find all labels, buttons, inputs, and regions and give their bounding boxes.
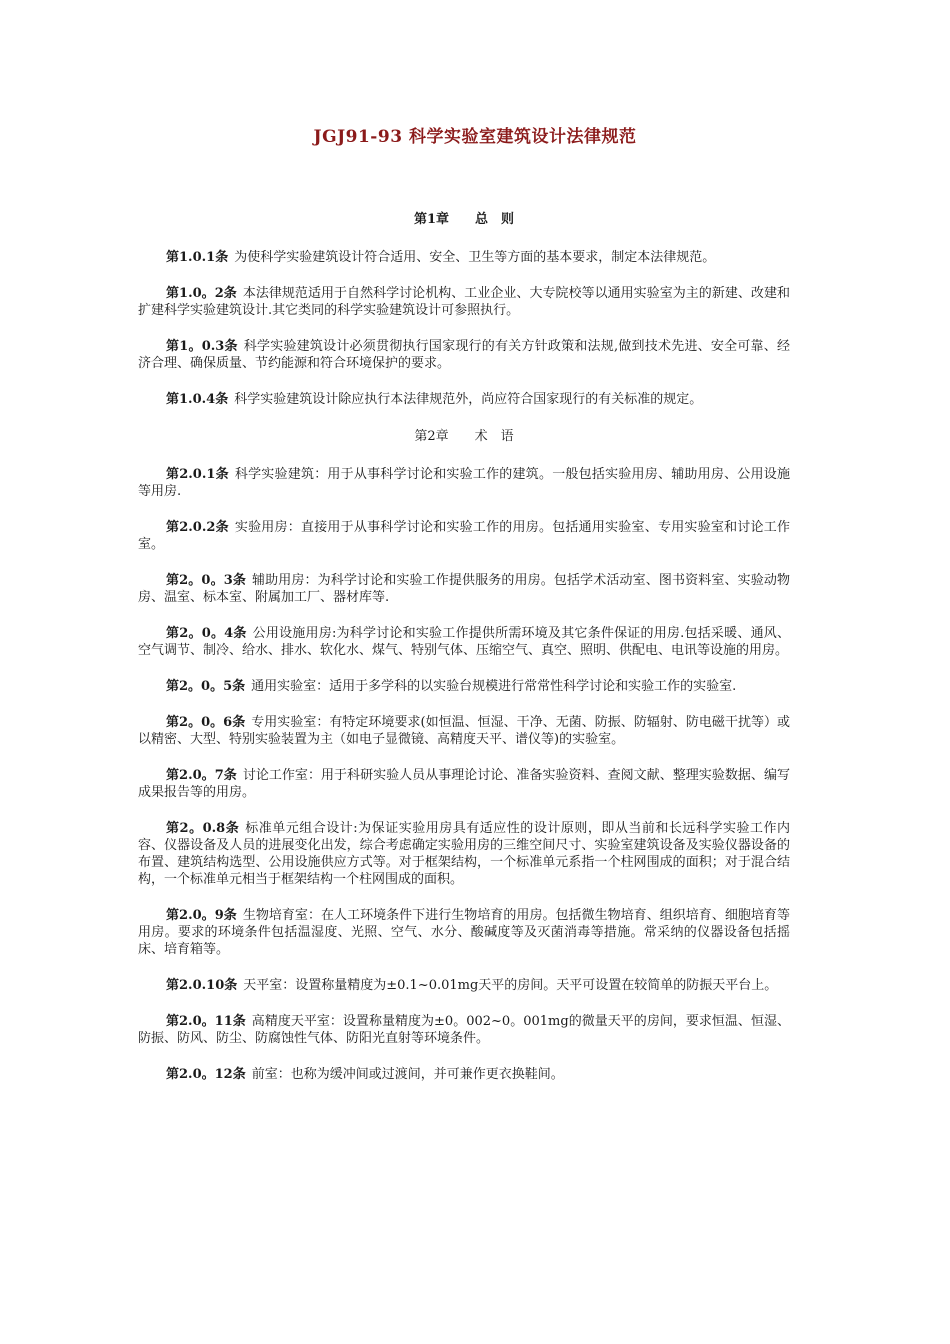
article-label: 第2。0。3条 <box>166 573 247 588</box>
article-2-0-10 <box>138 977 790 994</box>
article-text: 标准单元组合设计:为保证实验用房具有适应性的设计原则，即从当前和长远科学实验工作内容、仪器设备及人员的进展变化出发，综合考虑确定实验用房的三维空间尺寸、实验室建筑设备及实验仪器设备的布置、建筑结构选型、公用设施供应方式等。对于框架结构，一个标准单元系指一个柱网围成的面积；对于混合结构，一个标准单元相当于框架结构一个柱网围成的面积。 <box>138 821 790 887</box>
article-text: 实验用房：直接用于从事科学讨论和实验工作的用房。包括通用实验室、专用实验室和讨论工作室。 <box>138 520 790 552</box>
article-1-0-2 <box>138 285 790 319</box>
article-2-0-11 <box>138 1013 790 1047</box>
article-2-0-7 <box>138 767 790 801</box>
article-text: 生物培育室：在人工环境条件下进行生物培育的用房。包括微生物培育、组织培育、细胞培育等用房。要求的环境条件包括温湿度、光照、空气、水分、酸碱度等及灭菌消毒等措施。常采纳的仪器设备包括摇床、培育箱等。 <box>138 908 790 957</box>
article-text: 科学实验建筑设计除应执行本法律规范外，尚应符合国家现行的有关标准的规定。 <box>234 392 703 407</box>
article-text: 辅助用房：为科学讨论和实验工作提供服务的用房。包括学术活动室、图书资料室、实验动物房、温室、标本室、附属加工厂、器材库等. <box>138 573 790 605</box>
article-text: 讨论工作室：用于科研实验人员从事理论讨论、准备实验资料、查阅文献、整理实验数据、编写成果报告等的用房。 <box>138 768 790 800</box>
document-title: JGJ91-93 科学实验室建筑设计法律规范 <box>313 127 637 147</box>
article-2-0-9 <box>138 907 790 958</box>
article-2-0-1 <box>138 466 790 500</box>
article-text: 通用实验室：适用于多学科的以实验台规模进行常常性科学讨论和实验工作的实验室. <box>251 679 737 694</box>
article-label: 第1.0。2条 <box>166 286 237 301</box>
article-label: 第2.0。9条 <box>166 908 237 923</box>
article-2-0-4 <box>138 625 790 659</box>
article-label: 第2.0.10条 <box>166 978 238 993</box>
article-2-0-3 <box>138 572 790 606</box>
article-label: 第1.0.1条 <box>166 250 229 265</box>
article-label: 第2.0.1条 <box>166 467 229 482</box>
chapter-2-heading: 第2章 术 语 <box>414 429 514 444</box>
article-label: 第2。0.8条 <box>166 821 240 836</box>
document-body <box>138 210 790 1102</box>
article-label: 第1。0.3条 <box>166 339 238 354</box>
article-2-0-6 <box>138 714 790 748</box>
article-1-0-3 <box>138 338 790 372</box>
article-text: 前室：也称为缓冲间或过渡间，并可兼作更衣换鞋间。 <box>251 1067 564 1082</box>
article-text: 专用实验室：有特定环境要求(如恒温、恒湿、干净、无菌、防振、防辐射、防电磁干扰等）或以精密、大型、特别实验装置为主（如电子显微镜、高精度天平、谱仪等)的实验室。 <box>138 715 791 747</box>
article-label: 第1.0.4条 <box>166 392 229 407</box>
article-2-0-5 <box>138 678 790 695</box>
article-2-0-8 <box>138 820 790 888</box>
article-label: 第2.0.2条 <box>166 520 229 535</box>
chapter-1-heading: 第1章 总 则 <box>413 212 515 227</box>
article-label: 第2。0。5条 <box>166 679 246 694</box>
article-2-0-12 <box>138 1066 790 1083</box>
article-text: 为使科学实验建筑设计符合适用、安全、卫生等方面的基本要求，制定本法律规范。 <box>234 250 716 265</box>
article-text: 科学实验建筑：用于从事科学讨论和实验工作的建筑。一般包括实验用房、辅助用房、公用设施等用房. <box>138 467 790 499</box>
article-label: 第2.0。7条 <box>166 768 237 783</box>
article-text: 科学实验建筑设计必须贯彻执行国家现行的有关方针政策和法规,做到技术先进、安全可靠、经济合理、确保质量、节约能源和符合环境保护的要求。 <box>138 339 790 371</box>
article-2-0-2 <box>138 519 790 553</box>
article-label: 第2.0。11条 <box>166 1014 246 1029</box>
article-label: 第2。0。6条 <box>166 715 246 730</box>
article-text: 高精度天平室：设置称量精度为±0。002~0。001mg的微量天平的房间，要求恒温、恒湿、防振、防风、防尘、防腐蚀性气体、防阳光直射等环境条件。 <box>138 1014 790 1046</box>
article-text: 公用设施用房:为科学讨论和实验工作提供所需环境及其它条件保证的用房.包括采暖、通风、空气调节、制冷、给水、排水、软化水、煤气、特别气体、压缩空气、真空、照明、供配电、电讯等设施的用房。 <box>138 626 791 658</box>
article-label: 第2。0。4条 <box>166 626 247 641</box>
article-text: 本法律规范适用于自然科学讨论机构、工业企业、大专院校等以通用实验室为主的新建、改建和扩建科学实验建筑设计.其它类同的科学实验建筑设计可参照执行。 <box>138 286 790 318</box>
article-label: 第2.0。12条 <box>166 1067 246 1082</box>
article-1-0-1 <box>138 249 790 266</box>
article-1-0-4 <box>138 391 790 408</box>
article-text: 天平室：设置称量精度为±0.1~0.01mg天平的房间。天平可设置在较简单的防振天平台上。 <box>243 978 778 993</box>
